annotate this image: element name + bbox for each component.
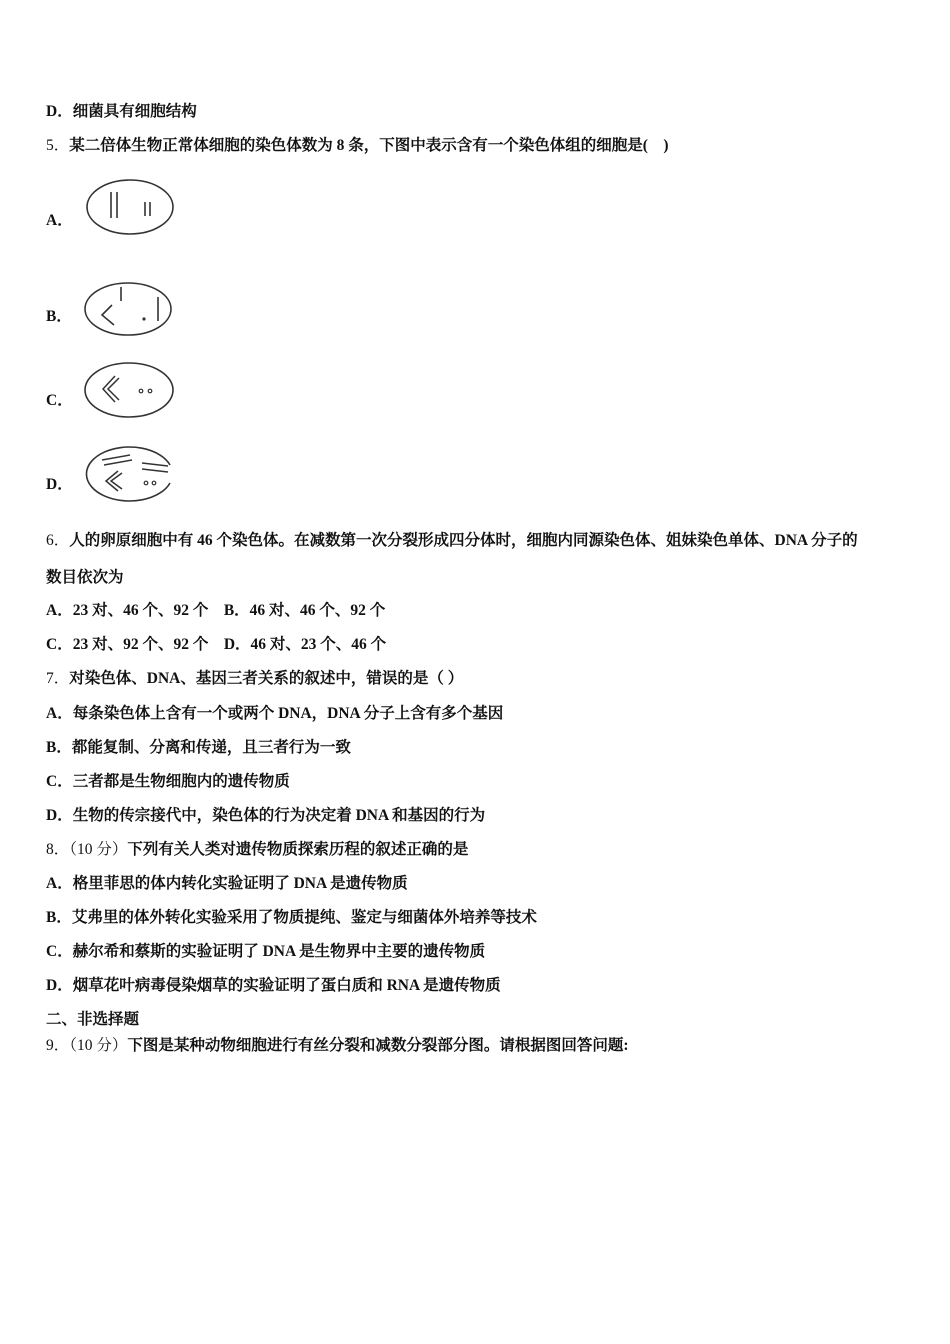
q8-option-c: C．赫尔希和蔡斯的实验证明了 DNA 是生物界中主要的遗传物质 — [46, 943, 486, 960]
q6-stem-line2: 数目依次为 — [46, 569, 124, 586]
q7-option-d: D．生物的传宗接代中，染色体的行为决定着 DNA 和基因的行为 — [46, 807, 486, 824]
q7-stem-line — [46, 669, 463, 689]
q5-option-b-cell-figure — [80, 279, 174, 339]
section-heading-non-choice: 二、非选择题 — [46, 1011, 140, 1028]
q5-option-d-cell-figure — [84, 443, 176, 503]
q9-stem-line — [46, 1036, 629, 1056]
q9-number: 9． — [46, 1037, 70, 1054]
q6-options-row1: A．23 对、46 个、92 个 B．46 对、46 个、92 个 — [46, 602, 386, 619]
q7-option-a: A．每条染色体上含有一个或两个 DNA，DNA 分子上含有多个基因 — [46, 705, 504, 722]
q6-options-row2: C．23 对、92 个、92 个 D．46 对、23 个、46 个 — [46, 636, 387, 653]
q7-option-c: C．三者都是生物细胞内的遗传物质 — [46, 773, 290, 790]
q5-option-a-cell-figure — [84, 176, 176, 238]
q8-points: （10 分） — [69, 841, 128, 858]
q7-option-b: B．都能复制、分离和传递，且三者行为一致 — [46, 739, 351, 756]
q5-stem-line — [46, 136, 669, 156]
q7-stem: 对染色体、DNA、基因三者关系的叙述中，错误的是（ ） — [69, 670, 464, 687]
q5-option-d-label: D． — [46, 476, 73, 493]
q8-option-a: A．格里菲思的体内转化实验证明了 DNA 是遗传物质 — [46, 875, 408, 892]
q8-number: 8． — [46, 841, 70, 858]
q5-number: 5． — [46, 137, 70, 154]
q8-option-b: B．艾弗里的体外转化实验采用了物质提纯、鉴定与细菌体外培养等技术 — [46, 909, 537, 926]
q7-number: 7． — [46, 670, 70, 687]
q9-points: （10 分） — [69, 1037, 128, 1054]
q8-option-d: D．烟草花叶病毒侵染烟草的实验证明了蛋白质和 RNA 是遗传物质 — [46, 977, 501, 994]
q8-stem-line — [46, 840, 468, 860]
q5-stem: 某二倍体生物正常体细胞的染色体数为 8 条，下图中表示含有一个染色体组的细胞是( ) — [69, 137, 669, 154]
q6-number: 6． — [46, 532, 70, 549]
q6-stem-line1 — [46, 531, 858, 551]
q5-option-a-label: A． — [46, 212, 73, 229]
q5-option-c-label: C． — [46, 392, 73, 409]
q5-option-b-label: B． — [46, 308, 72, 325]
q8-stem: 下列有关人类对遗传物质探索历程的叙述正确的是 — [127, 841, 469, 858]
q9-stem: 下图是某种动物细胞进行有丝分裂和减数分裂部分图。请根据图回答问题: — [127, 1037, 629, 1054]
q4-option-d: D．细菌具有细胞结构 — [46, 103, 197, 120]
q6-stem: 人的卵原细胞中有 46 个染色体。在减数第一次分裂形成四分体时，细胞内同源染色体、姐妹染色单体、DNA 分子的 — [69, 532, 858, 549]
q5-option-c-cell-figure — [83, 360, 175, 420]
